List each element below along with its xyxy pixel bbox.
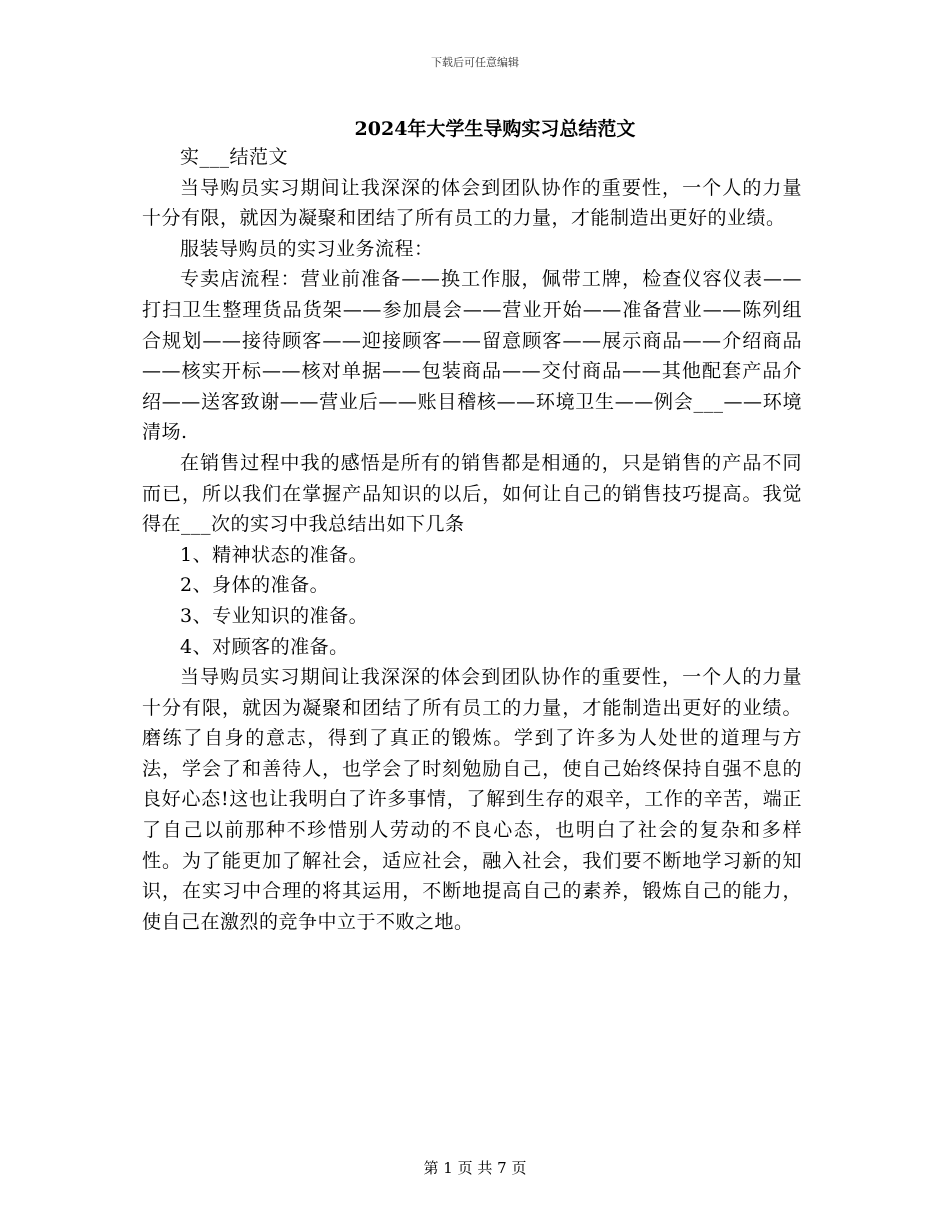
- document-title: 2024年大学生导购实习总结范文: [354, 118, 636, 140]
- list-item: 1、精神状态的准备。: [180, 543, 369, 566]
- document-body: [142, 142, 802, 937]
- paragraph: 实___结范文: [180, 146, 289, 168]
- page-number: 第 1 页 共 7 页: [423, 1159, 527, 1177]
- list-item: 3、专业知识的准备。: [180, 604, 369, 627]
- paragraph: 服装导购员的实习业务流程：: [180, 237, 434, 260]
- paragraph: 在销售过程中我的感悟是所有的销售都是相通的，只是销售的产品不同而已，所以我们在掌握产品知识的以后，如何让自己的销售技巧提高。我觉得在___次的实习中我总结出如下几条: [142, 451, 802, 536]
- paragraph: 当导购员实习期间让我深深的体会到团队协作的重要性，一个人的力量十分有限，就因为凝聚和团结了所有员工的力量，才能制造出更好的业绩。: [142, 176, 802, 230]
- paragraph: 当导购员实习期间让我深深的体会到团队协作的重要性，一个人的力量十分有限，就因为凝聚和团结了所有员工的力量，才能制造出更好的业绩。磨练了自身的意志，得到了真正的锻炼。学到了许多为人处世的道理与方法，学会了和善待人，也学会了时刻勉励自己，使自己始终保持自强不息的良好心态!这也让我明白了许多事情，了解到生存的艰辛，工作的辛苦，端正了自己以前那种不珍惜别人劳动的不良心态，也明白了社会的复杂和多样性。为了能更加了解社会，适应社会，融入社会，我们要不断地学习新的知识，在实习中合理的将其运用，不断地提高自己的素养，锻炼自己的能力，使自己在激烈的竞争中立于不败之地。: [142, 666, 802, 933]
- paragraph: 专卖店流程：营业前准备——换工作服，佩带工牌，检查仪容仪表——打扫卫生整理货品货架——参加晨会——营业开始——准备营业——陈列组合规划——接待顾客——迎接顾客——留意顾客——展示商品——介绍商品——核实开标——核对单据——包装商品——交付商品——其他配套产品介绍——送客致谢——营业后——账目稽核——环境卫生——例会___——环境清场.: [142, 268, 802, 444]
- list-item: 4、对顾客的准备。: [180, 635, 349, 658]
- page-header-note: 下载后可任意编辑: [431, 56, 519, 69]
- list-item: 2、身体的准备。: [180, 574, 330, 597]
